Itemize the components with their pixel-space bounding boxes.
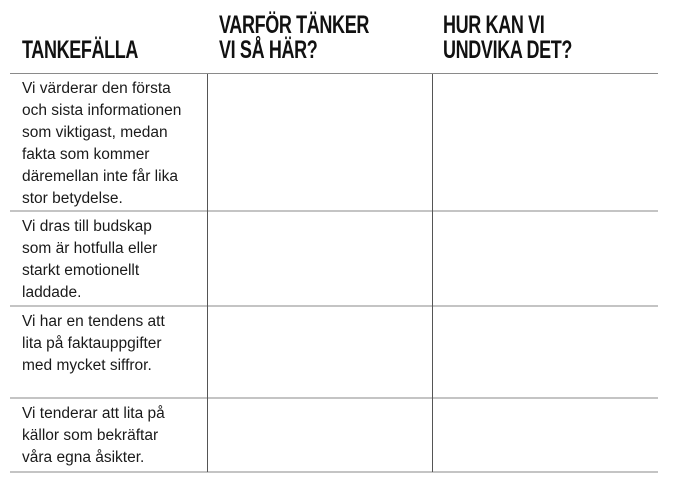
header-why: VARFÖR TÄNKER VI SÅ HÄR? [219,11,369,64]
header-tankefalla: TANKEFÄLLA [22,36,139,64]
row-divider [10,397,658,399]
header-how-avoid: HUR KAN VI UNDVIKA DET? [443,11,573,64]
table-row-2-text: Vi dras till budskap som är hotfulla eller starkt emotionellt laddade. [22,218,158,301]
column-divider [432,74,433,472]
column-divider [207,74,208,472]
row-divider [10,210,658,212]
header-divider [10,73,658,74]
row-divider [10,471,658,473]
table-row-4-text: Vi tenderar att lita på källor som bekräftar våra egna åsikter. [22,405,165,466]
table-row-3-text: Vi har en tendens att lita på faktauppgifter med mycket siffror. [22,313,165,374]
row-divider [10,305,658,307]
table-row-1-text: Vi värderar den första och sista informationen som viktigast, medan fakta som kommer däremellan inte får lika stor betydelse. [22,80,182,207]
